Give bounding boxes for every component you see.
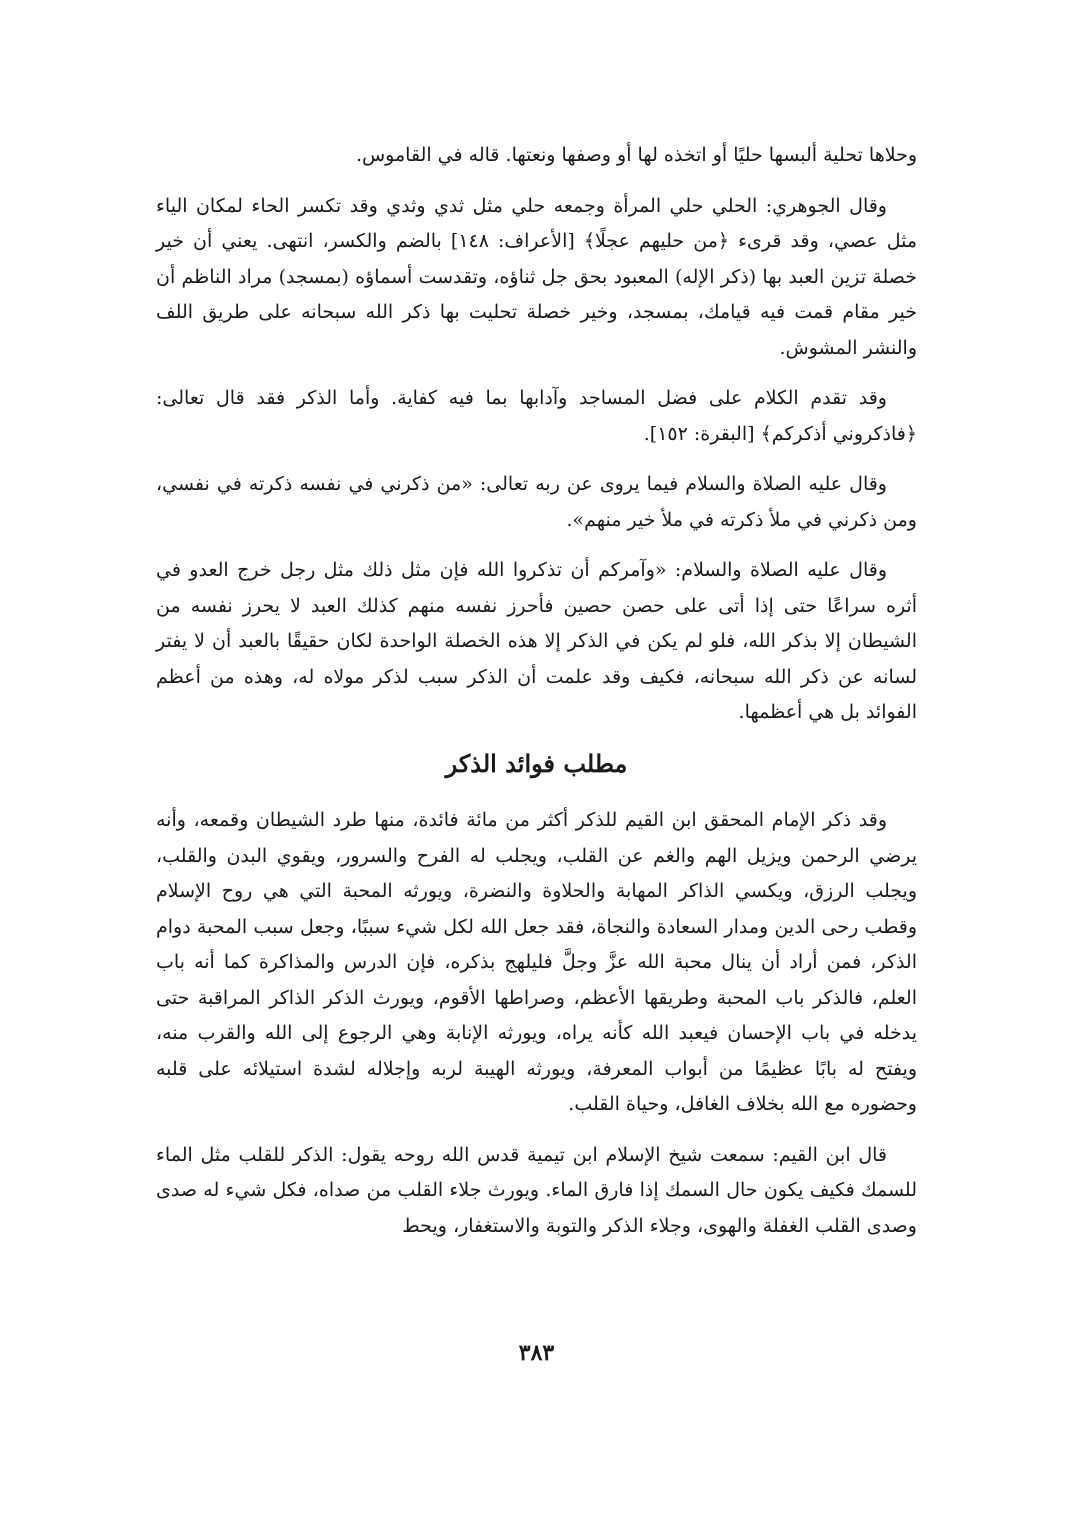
main-text [156,138,917,1259]
paragraph-4: وقال عليه الصلاة والسلام فيما يروى عن ربه تعالى: «من ذكرني في نفسه ذكرته في نفسي، ومن ذكرني في ملأ ذكرته في ملأ خير منهم». [156,473,917,531]
paragraph-1: وحلاها تحلية ألبسها حليًا أو اتخذه لها أو وصفها ونعتها. قاله في القاموس. [355,144,917,166]
paragraph-3: وقد تقدم الكلام على فضل المساجد وآدابها بما فيه كفاية. وأما الذكر فقد قال تعالى: ﴿فاذكروني أذكركم﴾ [البقرة: ١٥٢]. [156,387,917,445]
section-heading: مطلب فوائد الذكر [445,748,628,778]
paragraph-6: وقد ذكر الإمام المحقق ابن القيم للذكر أكثر من مائة فائدة، منها طرد الشيطان وقمعه، وأنه يرضي الرحمن ويزيل الهم والغم عن القلب، ويجلب له الفرح والسرور، ويقوي البدن والقلب، ويجلب الرزق، ويكسي الذاكر المهابة والحلاوة والنضرة، ويورثه المحبة التي هي روح الإسلام وقطب رحى الدين ومدار السعادة والنجاة، فقد جعل الله لكل شيء سببًا، وجعل سبب المحبة دوام الذكر، فمن أراد أن ينال محبة الله عزَّ وجلَّ فليلهج بذكره، فإن الدرس والمذاكرة كما أنه باب العلم، فالذكر باب المحبة وطريقها الأعظم، وصراطها الأقوم، ويورث الذكر الذاكر المراقبة حتى يدخله في باب الإحسان فيعبد الله كأنه يراه، ويورثه الإنابة وهي الرجوع إلى الله والقرب منه، ويفتح له بابًا عظيمًا من أبواب المعرفة، ويورثه الهيبة لربه وإجلاله لشدة استيلائه على قلبه وحضوره مع الله بخلاف الغافل، وحياة القلب. [156,809,917,1115]
paragraph-5: وقال عليه الصلاة والسلام: «وآمركم أن تذكروا الله فإن مثل ذلك مثل رجل خرج العدو في أثره سراعًا حتى إذا أتى على حصن حصين فأحرز نفسه منهم كذلك العبد لا يحرز نفسه من الشيطان إلا بذكر الله، فلو لم يكن في الذكر إلا هذه الخصلة الواحدة لكان حقيقًا بالعبد أن لا يفتر لسانه عن ذكر الله سبحانه، فكيف وقد علمت أن الذكر سبب لذكر مولاه له، وهذه من أعظم الفوائد بل هي أعظمها. [156,559,917,723]
page-number: ٣٨٣ [518,1340,555,1366]
paragraph-7: قال ابن القيم: سمعت شيخ الإسلام ابن تيمية قدس الله روحه يقول: الذكر للقلب مثل الماء للسمك فكيف يكون حال السمك إذا فارق الماء. ويورث جلاء القلب من صداه، فكل شيء له صدى وصدى القلب الغفلة والهوى، وجلاء الذكر والتوبة والاستغفار، ويحط [156,1143,917,1237]
paragraph-2: وقال الجوهري: الحلي حلي المرأة وجمعه حلي مثل ثدي وثدي وقد تكسر الحاء لمكان الياء مثل عصي، وقد قرىء ﴿من حليهم عجلًا﴾ [الأعراف: ١٤٨] بالضم والكسر، انتهى. يعني أن خير خصلة تزين العبد بها (ذكر الإله) المعبود بحق جل ثناؤه، وتقدست أسماؤه (بمسجد) مراد الناظم أن خير مقام قمت فيه قيامك، بمسجد، وخير خصلة تحليت بها ذكر الله سبحانه على طريق اللف والنشر المشوش. [156,194,917,359]
